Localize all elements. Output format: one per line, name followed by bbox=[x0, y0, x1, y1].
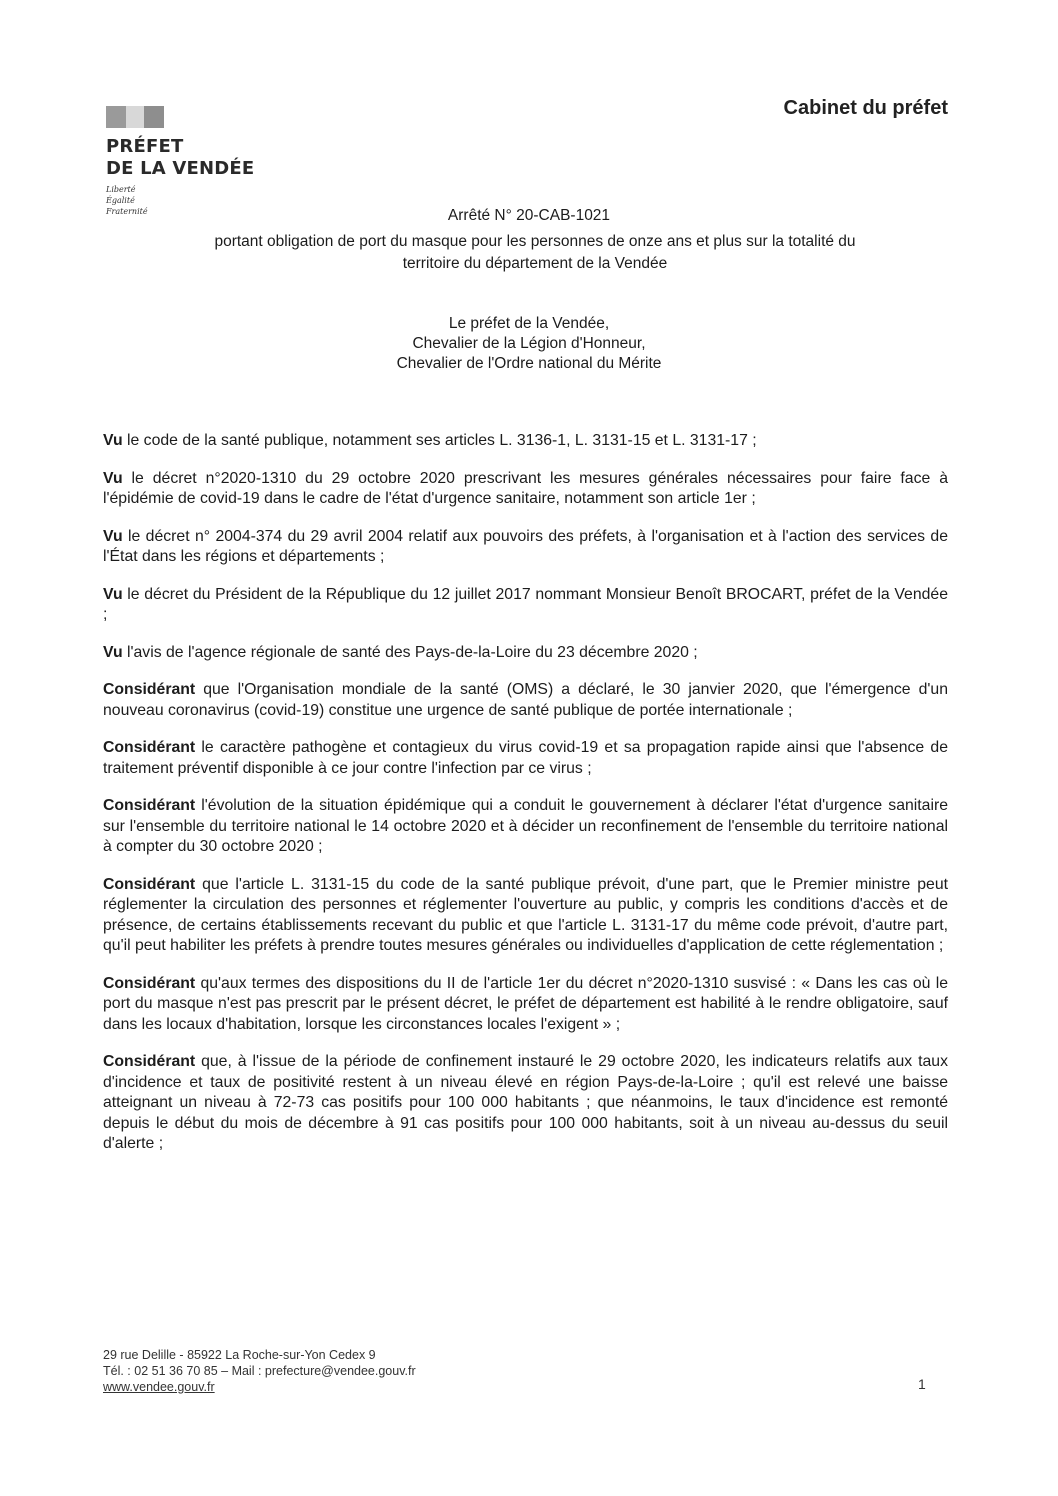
paragraph-text: le caractère pathogène et contagieux du virus covid-19 et sa propagation rapide ainsi que l'absence de traitement préventif disponible à ce jour contre l'infection par ce virus ; bbox=[103, 739, 948, 777]
visa-paragraph bbox=[103, 431, 948, 452]
considerant-paragraph bbox=[103, 974, 948, 1036]
paragraph-text: le code de la santé publique, notamment ses articles L. 3136-1, L. 3131-15 et L. 3131-17 ; bbox=[122, 432, 757, 449]
footer-phone-mail: Tél. : 02 51 36 70 85 – Mail : prefecture@vendee.gouv.fr bbox=[103, 1364, 416, 1378]
arrete-subject-line: territoire du département de la Vendée bbox=[402, 255, 668, 272]
visa-paragraph bbox=[103, 585, 948, 626]
tricolor-flag-icon bbox=[106, 106, 164, 128]
considerant-paragraph bbox=[103, 875, 948, 957]
footer-address: 29 rue Delille - 85922 La Roche-sur-Yon Cedex 9 bbox=[103, 1348, 376, 1362]
paragraph-lead: Considérant bbox=[103, 739, 196, 756]
devise-fraternite: Fraternité bbox=[106, 207, 148, 216]
paragraph-lead: Considérant bbox=[103, 875, 196, 893]
visa-paragraph bbox=[103, 527, 948, 568]
website-link[interactable]: www.vendee.gouv.fr bbox=[103, 1380, 215, 1394]
qualite-line: Chevalier de la Légion d'Honneur, bbox=[412, 335, 646, 352]
qualite-line: Le préfet de la Vendée, bbox=[448, 315, 610, 332]
paragraph-text: qu'aux termes des dispositions du II de l'article 1er du décret n°2020-1310 susvisé : « Dans les cas où le port du masque n'est pas prescrit par le présent décret, le préfet de département est habilité à le rendre obligatoire, sauf dans les locaux d'habitation, lorsque les circonstances locales l'exigent » ; bbox=[103, 974, 948, 1033]
qualite-line: Chevalier de l'Ordre national du Mérite bbox=[396, 355, 662, 372]
considerant-paragraph bbox=[103, 796, 948, 858]
devise-liberte: Liberté bbox=[106, 185, 136, 194]
arrete-subject bbox=[140, 231, 930, 275]
paragraph-text: le décret du Président de la République du 12 juillet 2017 nommant Monsieur Benoît BROCART, préfet de la Vendée ; bbox=[103, 585, 948, 623]
paragraph-lead: Considérant bbox=[103, 1053, 196, 1070]
footer-contact bbox=[103, 1347, 416, 1395]
page-number: 1 bbox=[918, 1376, 926, 1392]
paragraph-lead: Vu bbox=[103, 469, 123, 487]
paragraph-text: le décret n° 2004-374 du 29 avril 2004 relatif aux pouvoirs des préfets, à l'organisation et à l'action des services de l'État dans les régions et départements ; bbox=[103, 527, 948, 565]
prefet-qualites bbox=[0, 314, 1058, 374]
marianne-logo bbox=[106, 106, 254, 217]
prefet-label: PRÉFET bbox=[106, 136, 184, 157]
arrete-number: Arrêté N° 20-CAB-1021 bbox=[447, 207, 611, 224]
considerant-paragraph bbox=[103, 1052, 948, 1155]
paragraph-lead: Considérant bbox=[103, 681, 196, 698]
devise-egalite: Égalité bbox=[106, 196, 135, 205]
service-heading: Cabinet du préfet bbox=[783, 97, 948, 119]
considerant-paragraph bbox=[103, 738, 948, 779]
visas-considerants bbox=[103, 431, 948, 1172]
arrete-subject-line: portant obligation de port du masque pour les personnes de onze ans et plus sur la totalité du bbox=[214, 233, 856, 250]
paragraph-text: l'avis de l'agence régionale de santé des Pays-de-la-Loire du 23 décembre 2020 ; bbox=[122, 643, 698, 661]
visa-paragraph bbox=[103, 643, 948, 664]
paragraph-lead: Considérant bbox=[103, 974, 196, 992]
paragraph-lead: Vu bbox=[103, 432, 123, 449]
visa-paragraph bbox=[103, 469, 948, 510]
considerant-paragraph bbox=[103, 680, 948, 721]
paragraph-text: l'évolution de la situation épidémique qui a conduit le gouvernement à déclarer l'état d'urgence sanitaire sur l'ensemble du territoire national le 14 octobre 2020 et à décider un reconfinement de l'ensemble du territoire national à compter du 30 octobre 2020 ; bbox=[103, 797, 948, 855]
paragraph-lead: Vu bbox=[103, 643, 123, 661]
paragraph-lead: Vu bbox=[103, 585, 123, 603]
paragraph-lead: Vu bbox=[103, 527, 123, 545]
departement-label: DE LA VENDÉE bbox=[106, 158, 255, 179]
paragraph-text: que l'article L. 3131-15 du code de la santé publique prévoit, d'une part, que le Premier ministre peut réglementer la circulation des personnes et réglementer l'ouverture au public, y compris les conditions d'accès et de présence, de certains établissements recevant du public et que l'article L. 3131-17 du même code prévoit, d'autre part, qu'il peut habiliter les préfets à prendre toutes mesures générales ou individuelles d'application de cette réglementation ; bbox=[103, 875, 948, 954]
paragraph-text: le décret n°2020-1310 du 29 octobre 2020 prescrivant les mesures générales nécessaires pour faire face à l'épidémie de covid-19 dans le cadre de l'état d'urgence sanitaire, notamment son article 1er ; bbox=[103, 469, 948, 507]
paragraph-text: que, à l'issue de la période de confinement instauré le 29 octobre 2020, les indicateurs relatifs aux taux d'incidence et taux de positivité restent à un niveau élevé en région Pays-de-la-Loire ; qu'il est relevé une baisse atteignant un niveau à 72-73 cas positifs pour 100 000 habitants ; que néanmoins, le taux d'incidence est remonté depuis le début du mois de décembre à 91 cas positifs pour 100 000 habitants, soit à un niveau au-dessus du seuil d'alerte ; bbox=[103, 1053, 948, 1152]
paragraph-lead: Considérant bbox=[103, 797, 196, 814]
paragraph-text: que l'Organisation mondiale de la santé (OMS) a déclaré, le 30 janvier 2020, que l'émergence d'un nouveau coronavirus (covid-19) constitue une urgence de santé publique de portée internationale ; bbox=[103, 681, 948, 719]
